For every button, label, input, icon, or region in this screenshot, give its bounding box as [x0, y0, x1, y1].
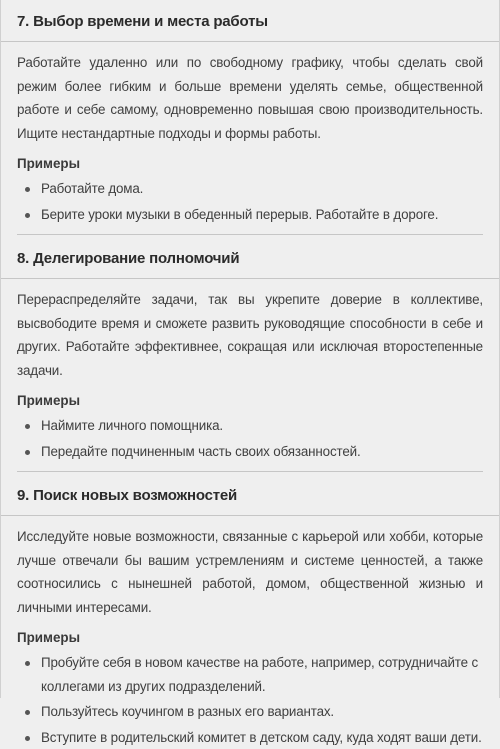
list-item-text: Вступите в родительский комитет в детском саду, куда ходят ваши дети.: [41, 730, 482, 745]
examples-list: [17, 651, 483, 749]
section-paragraph: Работайте удаленно или по свободному графику, чтобы сделать свой режим более гибким и больше времени уделять семье, общественной работе и себе самому, одновременно повышая свою производительность. Ищите нестандартные подходы и формы работы.: [17, 51, 483, 145]
bullet-icon: [25, 213, 30, 218]
examples-list: [17, 177, 483, 226]
section-body: [1, 279, 499, 472]
bullet-icon: [25, 736, 30, 741]
section-body: [1, 42, 499, 235]
bullet-icon: [25, 424, 30, 429]
list-item: [17, 414, 483, 438]
section-work-time-place: [1, 0, 499, 235]
bullet-icon: [25, 710, 30, 715]
list-item: [17, 177, 483, 201]
examples-list: [17, 414, 483, 463]
list-item-text: Наймите личного помощника.: [41, 418, 223, 433]
list-item-text: Берите уроки музыки в обеденный перерыв. Работайте в дороге.: [41, 207, 438, 222]
section-paragraph: Перераспределяйте задачи, так вы укрепите доверие в коллективе, высвободите время и сможете развить руководящие способности в себе и других. Работайте эффективнее, сокращая или исключая второстепенные задачи.: [17, 288, 483, 382]
examples-label: Примеры: [17, 390, 483, 412]
list-item: [17, 651, 483, 698]
list-item: [17, 203, 483, 227]
section-body: [1, 516, 499, 749]
list-item-text: Пробуйте себя в новом качестве на работе, например, сотрудничайте с коллегами из других подразделений.: [41, 655, 478, 694]
list-item-text: Работайте дома.: [41, 181, 143, 196]
list-item: [17, 700, 483, 724]
bullet-icon: [25, 187, 30, 192]
list-item: [17, 440, 483, 464]
list-item: [17, 726, 483, 749]
section-paragraph: Исследуйте новые возможности, связанные с карьерой или хобби, которые лучше отвечали бы вашим устремлениям и системе ценностей, а также соотносились с нынешней работой, домом, общественной жизнью и личными интересами.: [17, 525, 483, 619]
list-item-text: Пользуйтесь коучингом в разных его вариантах.: [41, 704, 334, 719]
examples-label: Примеры: [17, 627, 483, 649]
bullet-icon: [25, 450, 30, 455]
bullet-icon: [25, 661, 30, 666]
section-new-opportunities: [1, 472, 499, 749]
examples-label: Примеры: [17, 153, 483, 175]
section-heading: 9. Поиск новых возможностей: [1, 472, 499, 516]
section-heading: 7. Выбор времени и места работы: [1, 0, 499, 42]
section-delegation: [1, 235, 499, 472]
section-heading: 8. Делегирование полномочий: [1, 235, 499, 279]
list-item-text: Передайте подчиненным часть своих обязанностей.: [41, 444, 361, 459]
